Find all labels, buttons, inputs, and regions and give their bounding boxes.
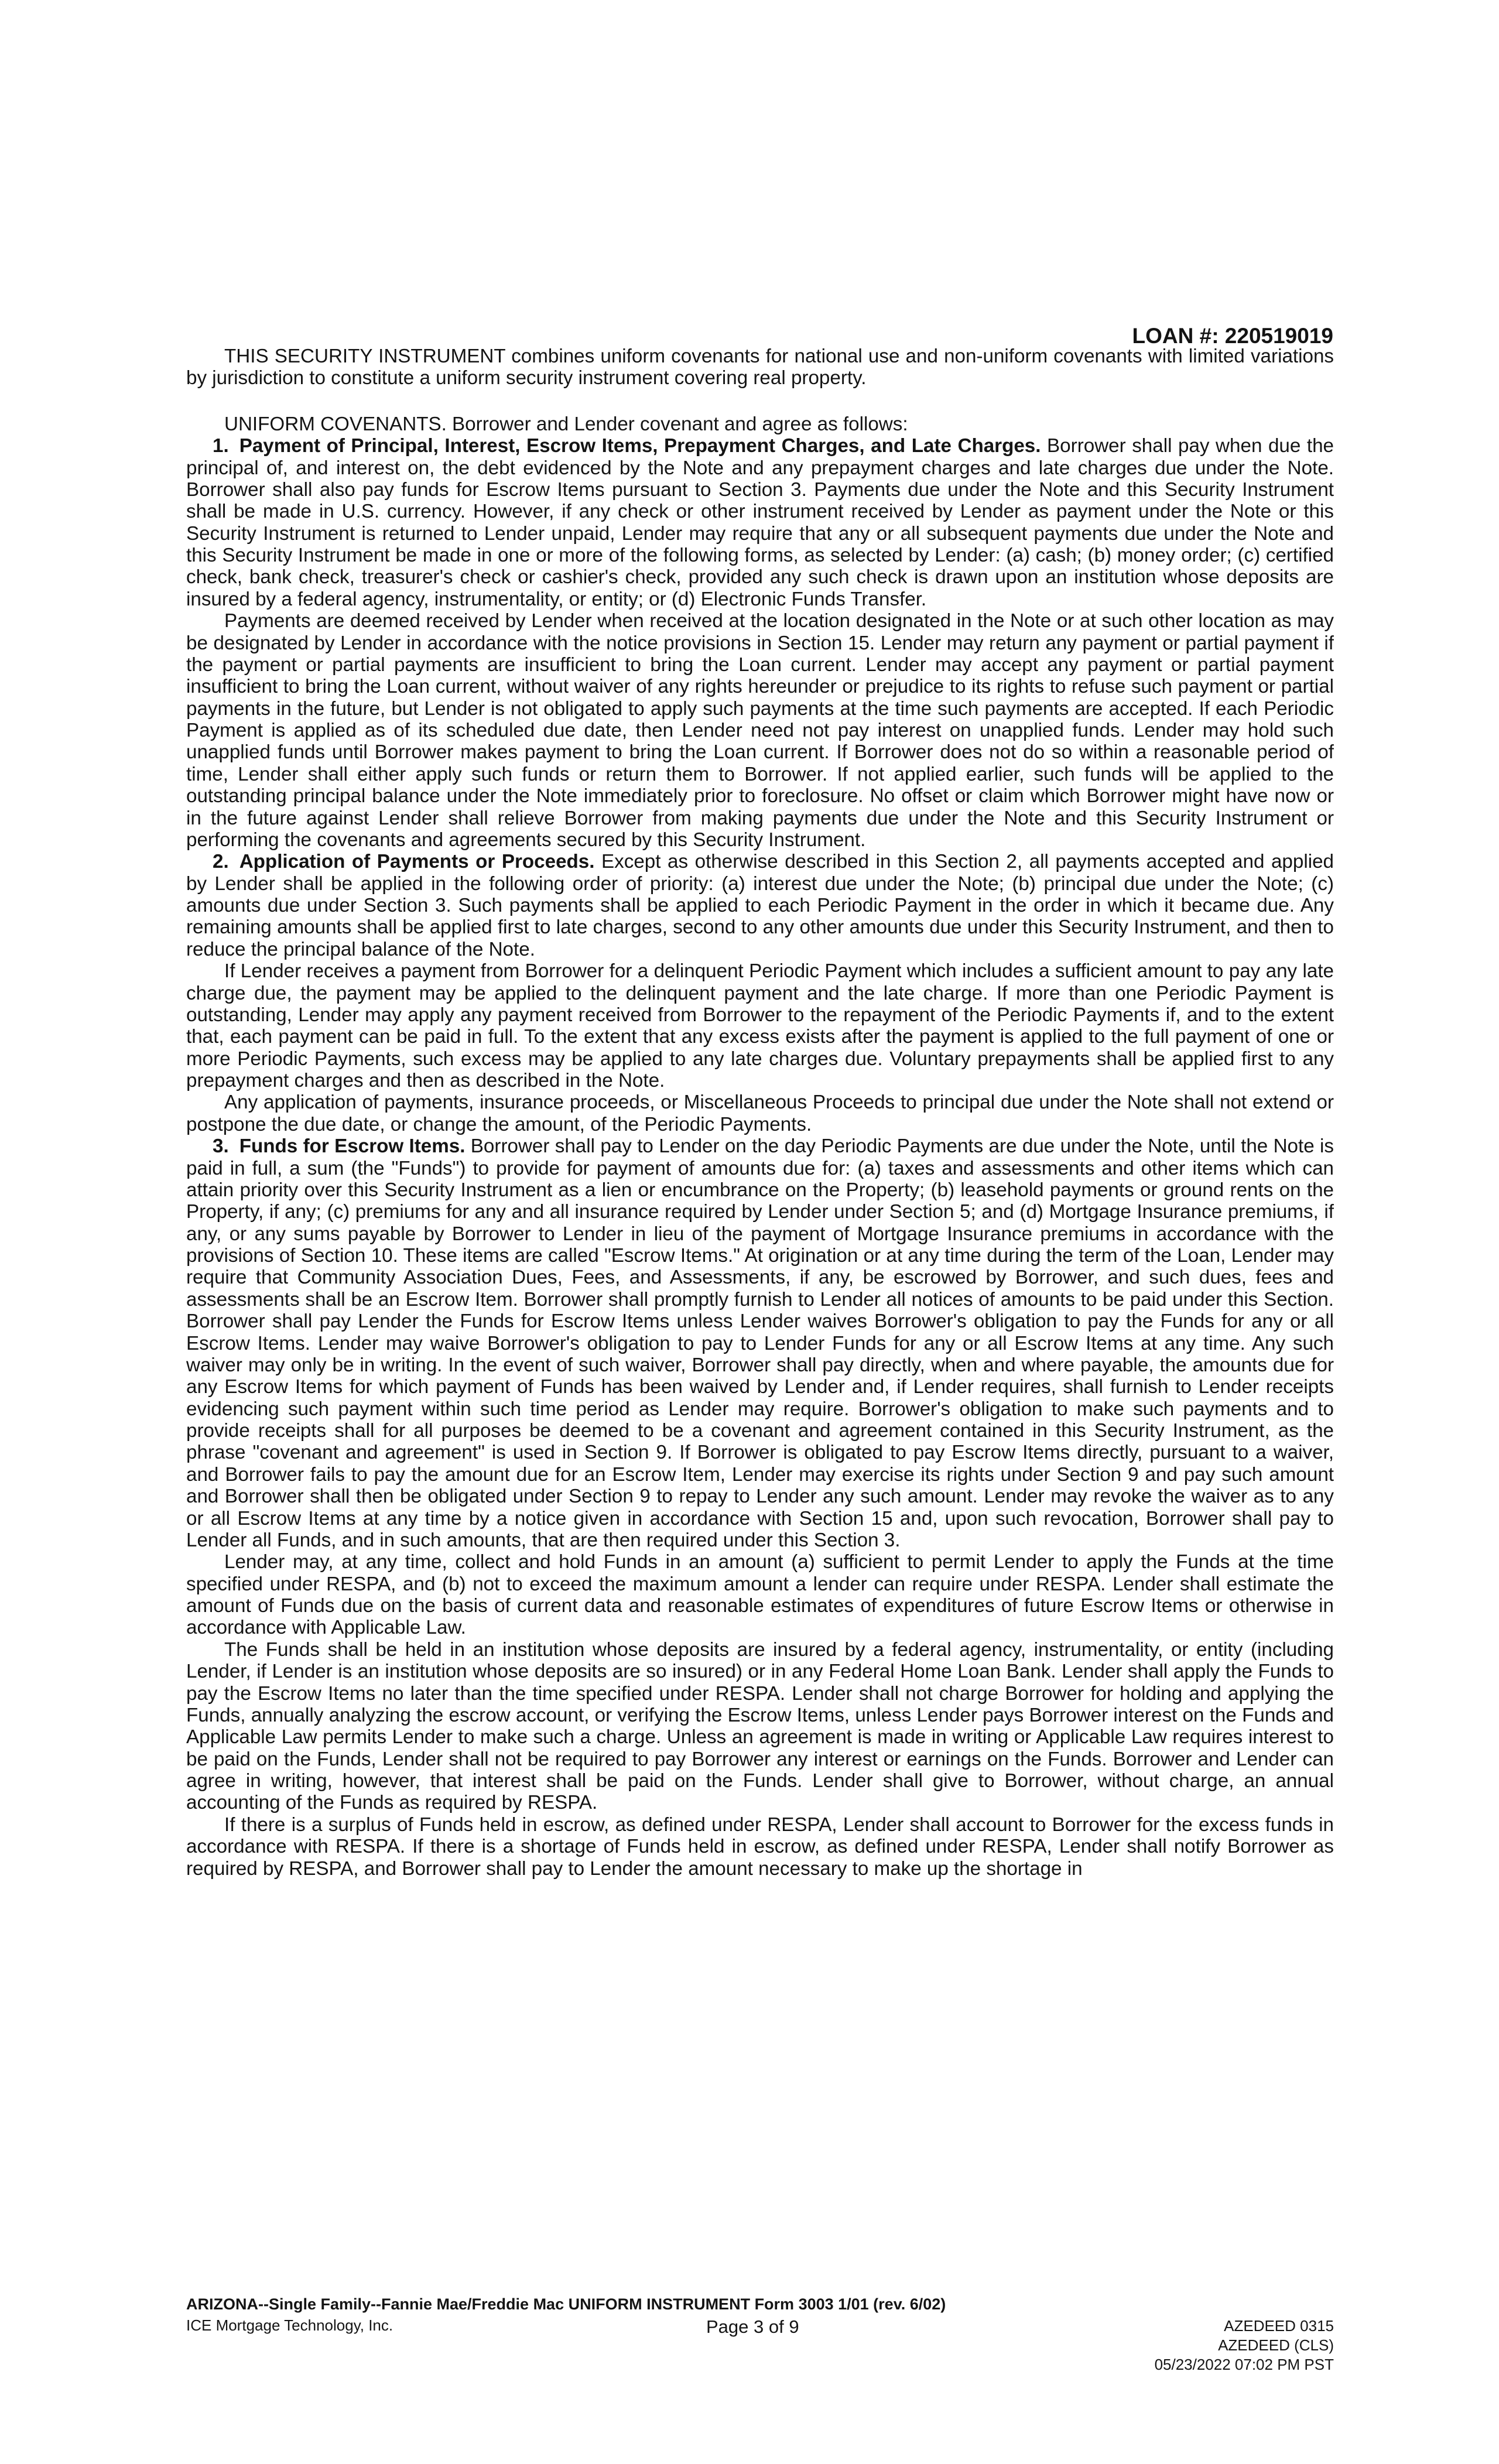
form-title: ARIZONA--Single Family--Fannie Mae/Freddie Mac UNIFORM INSTRUMENT Form 3003 1/01 (rev. 6/02) bbox=[186, 2295, 946, 2313]
section-3 bbox=[186, 1135, 1334, 1551]
section-1 bbox=[186, 435, 1334, 610]
section-text: Borrower shall pay to Lender on the day Periodic Payments are due under the Note, until the Note is paid in full, a sum (the "Funds") to provide for payment of amounts due for: (a) taxes and assessments and other items which can attain priority over this Security Instrument as a lien or encumbrance on the Property; (b) leasehold payments or ground rents on the Property, if any; (c) premiums for any and all insurance required by Lender under Section 5; and (d) Mortgage Insurance premiums, if any, or any sums payable by Borrower to Lender in lieu of the payment of Mortgage Insurance premiums in accordance with the provisions of Section 10. These items are called "Escrow Items." At origination or at any time during the term of the Loan, Lender may require that Community Association Dues, Fees, and Assessments, if any, be escrowed by Borrower, and such dues, fees and assessments shall be an Escrow Item. Borrower shall promptly furnish to Lender all notices of amounts to be paid under this Section. Borrower shall pay Lender the Funds for Escrow Items unless Lender waives Borrower's obligation to pay the Funds for any or all Escrow Items. Lender may waive Borrower's obligation to pay to Lender Funds for any or all Escrow Items at any time. Any such waiver may only be in writing. In the event of such waiver, Borrower shall pay directly, when and where payable, the amounts due for any Escrow Items for which payment of Funds has been waived by Lender and, if Lender requires, shall furnish to Lender receipts evidencing such payment within such time period as Lender may require. Borrower's obligation to make such payments and to provide receipts shall for all purposes be deemed to be a covenant and agreement contained in this Security Instrument, as the phrase "covenant and agreement" is used in Section 9. If Borrower is obligated to pay Escrow Items directly, pursuant to a waiver, and Borrower fails to pay the amount due for an Escrow Item, Lender may exercise its rights under Section 9 and pay such amount and Borrower shall then be obligated under Section 9 to repay to Lender any such amount. Lender may revoke the waiver as to any or all Escrow Items at any time by a notice given in accordance with Section 15 and, upon such revocation, Borrower shall pay to Lender all Funds, and in such amounts, that are then required under this Section 3. bbox=[186, 1135, 1334, 1551]
section-heading: Funds for Escrow Items. bbox=[239, 1135, 466, 1158]
section-heading: Payment of Principal, Interest, Escrow Items, Prepayment Charges, and Late Charges. bbox=[239, 435, 1041, 457]
form-code: AZEDEED (CLS) bbox=[1218, 2336, 1334, 2354]
paragraph: Any application of payments, insurance proceeds, or Miscellaneous Proceeds to principal due under the Note shall not extend or postpone the due date, or change the amount, of the Periodic Payments. bbox=[186, 1091, 1334, 1135]
paragraph: If Lender receives a payment from Borrower for a delinquent Periodic Payment which includes a sufficient amount to pay any late charge due, the payment may be applied to the delinquent payment and the late charge. If more than one Periodic Payment is outstanding, Lender may apply any payment received from Borrower to the repayment of the Periodic Payments if, and to the extent that, each payment can be paid in full. To the extent that any excess exists after the payment is applied to the full payment of one or more Periodic Payments, such excess may be applied to any late charges due. Voluntary prepayments shall be applied first to any prepayment charges and then as described in the Note. bbox=[186, 960, 1334, 1091]
section-heading: Application of Payments or Proceeds. bbox=[239, 851, 595, 873]
document-body bbox=[186, 345, 1334, 1880]
paragraph: Lender may, at any time, collect and hold Funds in an amount (a) sufficient to permit Lender to apply the Funds at the time specified under RESPA, and (b) not to exceed the maximum amount a lender can require under RESPA. Lender shall estimate the amount of Funds due on the basis of current data and reasonable estimates of expenditures of future Escrow Items or otherwise in accordance with Applicable Law. bbox=[186, 1551, 1334, 1639]
section-text: Borrower shall pay when due the principal of, and interest on, the debt evidenced by the Note and any prepayment charges and late charges due under the Note. Borrower shall also pay funds for Escrow Items pursuant to Section 3. Payments due under the Note and this Security Instrument shall be made in U.S. currency. However, if any check or other instrument received by Lender as payment under the Note or this Security Instrument is returned to Lender unpaid, Lender may require that any or all subsequent payments due under the Note and this Security Instrument be made in one or more of the following forms, as selected by Lender: (a) cash; (b) money order; (c) certified check, bank check, treasurer's check or cashier's check, provided any such check is drawn upon an institution whose deposits are insured by a federal agency, instrumentality, or entity; or (d) Electronic Funds Transfer. bbox=[186, 435, 1334, 610]
section-number: 2. bbox=[213, 851, 229, 873]
page-number: Page 3 of 9 bbox=[706, 2316, 799, 2337]
section-2 bbox=[186, 851, 1334, 960]
timestamp: 05/23/2022 07:02 PM PST bbox=[1154, 2355, 1334, 2373]
loan-number: LOAN #: 220519019 bbox=[1132, 324, 1333, 348]
section-number: 3. bbox=[213, 1135, 229, 1158]
uniform-covenants-line: UNIFORM COVENANTS. Borrower and Lender covenant and agree as follows: bbox=[224, 413, 908, 435]
section-number: 1. bbox=[213, 435, 229, 457]
form-codes bbox=[1155, 2316, 1334, 2374]
paragraph: The Funds shall be held in an institution whose deposits are insured by a federal agency, instrumentality, or entity (including Lender, if Lender is an institution whose deposits are so insured) or in any Federal Home Loan Bank. Lender shall apply the Funds to pay the Escrow Items no later than the time specified under RESPA. Lender shall not charge Borrower for holding and applying the Funds, annually analyzing the escrow account, or verifying the Escrow Items, unless Lender pays Borrower interest on the Funds and Applicable Law permits Lender to make such a charge. Unless an agreement is made in writing or Applicable Law requires interest to be paid on the Funds, Lender shall not be required to pay Borrower any interest or earnings on the Funds. Borrower and Lender can agree in writing, however, that interest shall be paid on the Funds. Lender shall give to Borrower, without charge, an annual accounting of the Funds as required by RESPA. bbox=[186, 1638, 1334, 1814]
paragraph: Payments are deemed received by Lender when received at the location designated in the Note or at such other location as may be designated by Lender in accordance with the notice provisions in Section 15. Lender may return any payment or partial payment if the payment or partial payments are insufficient to bring the Loan current. Lender may accept any payment or partial payment insufficient to bring the Loan current, without waiver of any rights hereunder or prejudice to its rights to refuse such payment or partial payments in the future, but Lender is not obligated to apply such payments at the time such payments are accepted. If each Periodic Payment is applied as of its scheduled due date, then Lender need not pay interest on unapplied funds. Lender may hold such unapplied funds until Borrower makes payment to bring the Loan current. If Borrower does not do so within a reasonable period of time, Lender shall either apply such funds or return them to Borrower. If not applied earlier, such funds will be applied to the outstanding principal balance under the Note immediately prior to foreclosure. No offset or claim which Borrower might have now or in the future against Lender shall relieve Borrower from making payments due under the Note and this Security Instrument or performing the covenants and agreements secured by this Security Instrument. bbox=[186, 610, 1334, 851]
page-footer bbox=[186, 2295, 1334, 2377]
company-name: ICE Mortgage Technology, Inc. bbox=[186, 2316, 393, 2334]
section-text: Except as otherwise described in this Section 2, all payments accepted and applied by Lender shall be applied in the following order of priority: (a) interest due under the Note; (b) principal due under the Note; (c) amounts due under Section 3. Such payments shall be applied to each Periodic Payment in the order in which it became due. Any remaining amounts shall be applied first to late charges, second to any other amounts due under this Security Instrument, and then to reduce the principal balance of the Note. bbox=[186, 851, 1334, 960]
form-code: AZEDEED 0315 bbox=[1224, 2317, 1334, 2335]
paragraph: If there is a surplus of Funds held in escrow, as defined under RESPA, Lender shall account to Borrower for the excess funds in accordance with RESPA. If there is a shortage of Funds held in escrow, as defined under RESPA, Lender shall notify Borrower as required by RESPA, and Borrower shall pay to Lender the amount necessary to make up the shortage in bbox=[186, 1813, 1334, 1880]
intro-paragraph: THIS SECURITY INSTRUMENT combines uniform covenants for national use and non-uniform covenants with limited variations by jurisdiction to constitute a uniform security instrument covering real property. bbox=[186, 345, 1334, 389]
